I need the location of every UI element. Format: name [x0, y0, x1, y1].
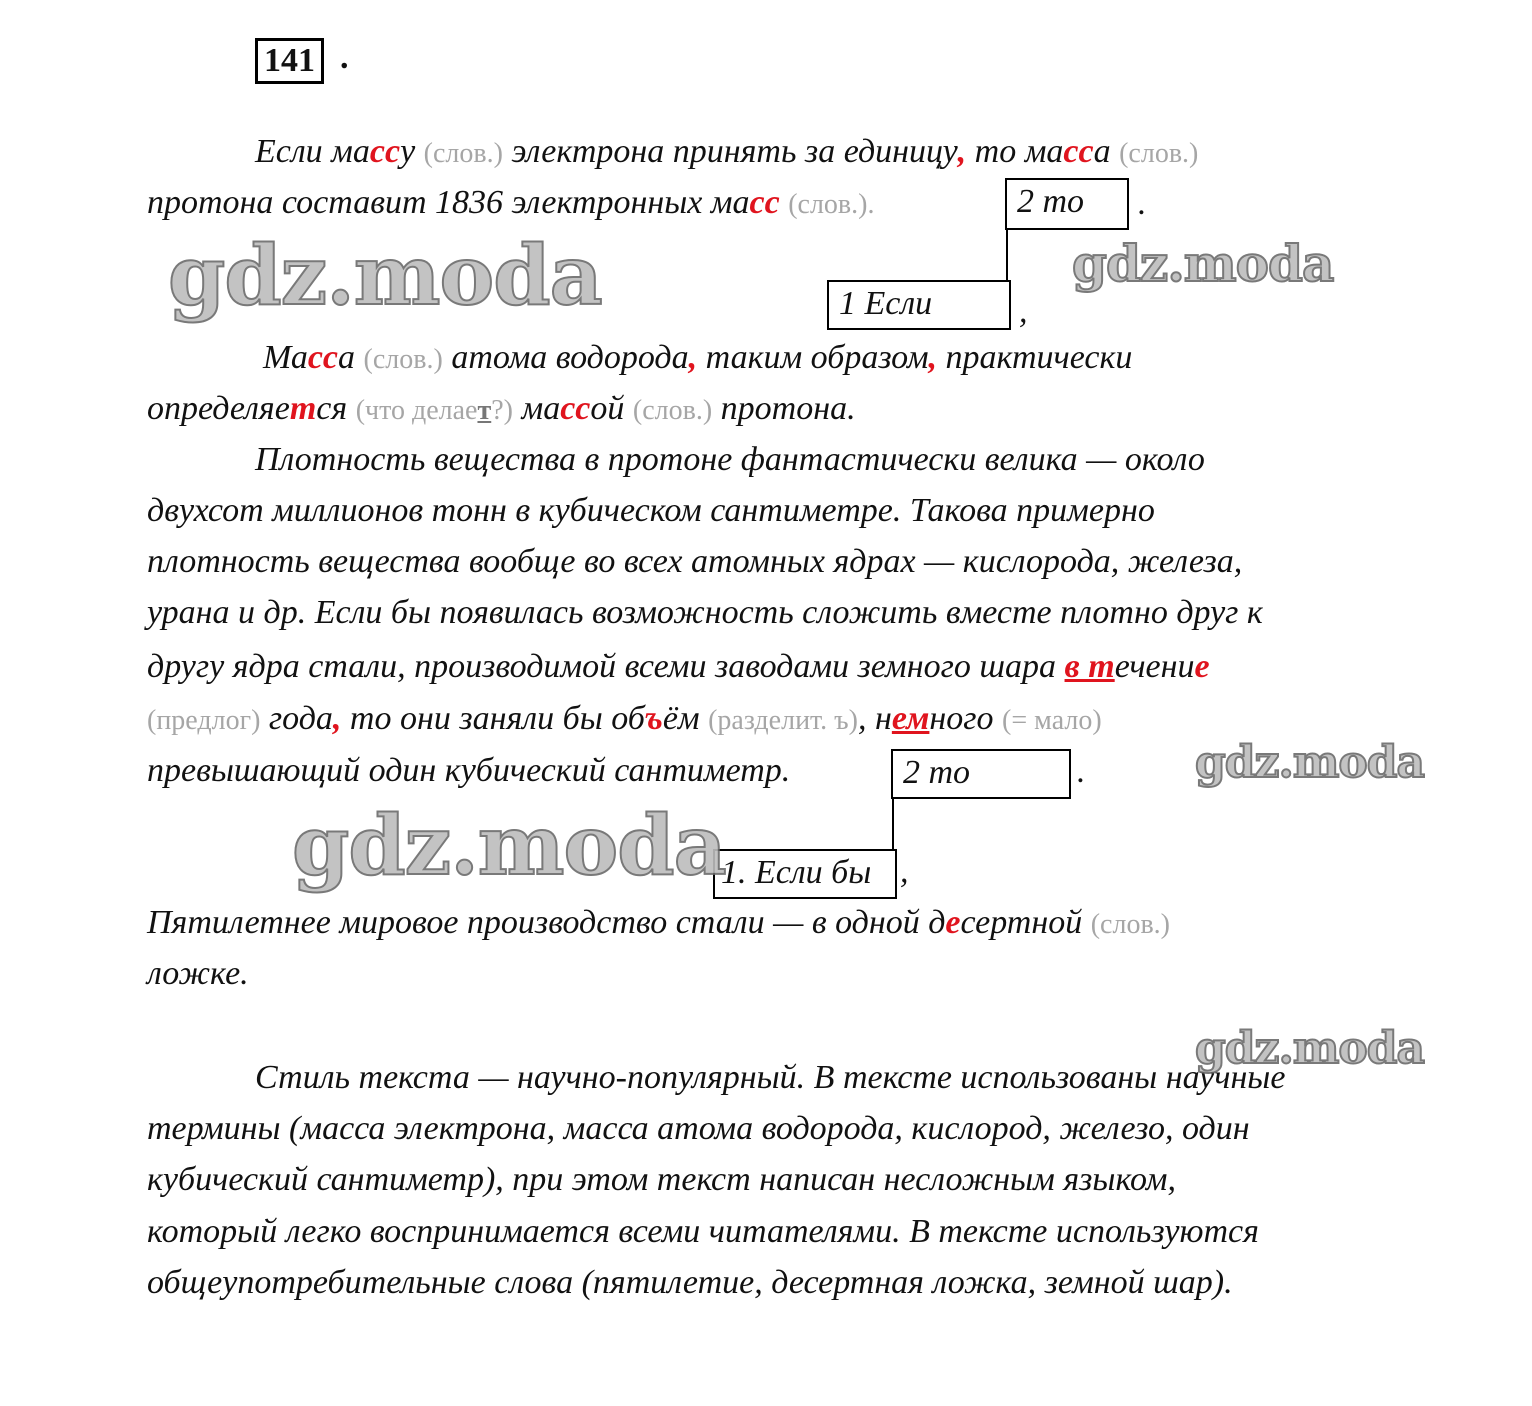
para3-line2: двухсот миллионов тонн в кубическом сантиметре. Такова примерно	[147, 492, 1155, 529]
scheme1-comma: ,	[1019, 293, 1028, 330]
scheme1-dot: .	[1138, 185, 1147, 222]
scheme2-sub-box: 1. Если бы	[713, 849, 897, 899]
para5-line3: кубический сантиметр), при этом текст написан несложным языком,	[147, 1161, 1176, 1198]
watermark-2: gdz.moda	[1072, 234, 1334, 293]
para2-line1: Масса (слов.) атома водорода, таким образом, практически	[263, 339, 1133, 376]
para3-line5: другу ядра стали, производимой всеми заводами земного шара в течение	[147, 648, 1210, 685]
scheme2-dot: .	[1077, 753, 1086, 790]
para4-line1: Пятилетнее мировое производство стали — в одной десертной (слов.)	[147, 904, 1170, 941]
exercise-number-dot: .	[340, 39, 349, 76]
scheme2-main-box: 2 то	[891, 749, 1071, 799]
scheme2-comma: ,	[900, 853, 909, 890]
watermark-5: gdz.moda	[1195, 1023, 1425, 1074]
para3-line4: урана и др. Если бы появилась возможность сложить вместе плотно друг к	[147, 594, 1263, 631]
scheme1-sub-box: 1 Если	[827, 280, 1011, 330]
para1-line1: Если массу (слов.) электрона принять за единицу, то масса (слов.)	[255, 133, 1199, 170]
para5-line2: термины (масса электрона, масса атома водорода, кислород, железо, один	[147, 1110, 1250, 1147]
watermark-4: gdz.moda	[292, 798, 726, 894]
para3-line3: плотность вещества вообще во всех атомных ядрах — кислорода, железа,	[147, 543, 1243, 580]
scheme1-connector	[1006, 228, 1008, 280]
scheme1-main-box: 2 то	[1005, 178, 1129, 230]
watermark-1: gdz.moda	[168, 228, 602, 324]
para2-line2: определяется (что делает?) массой (слов.) протона.	[147, 390, 856, 427]
para5-line4: который легко воспринимается всеми читателями. В тексте используются	[147, 1213, 1259, 1250]
para3-line6: (предлог) года, то они заняли бы объём (разделит. ъ), немного (= мало)	[147, 700, 1102, 737]
exercise-number: 141	[255, 38, 324, 84]
para3-line7: превышающий один кубический сантиметр.	[147, 752, 791, 789]
watermark-3: gdz.moda	[1195, 737, 1425, 788]
para5-line1: Стиль текста — научно-популярный. В тексте использованы научные	[255, 1059, 1286, 1096]
scheme2-connector	[892, 797, 894, 849]
para5-line5: общеупотребительные слова (пятилетие, десертная ложка, земной шар).	[147, 1264, 1233, 1301]
para4-line2: ложке.	[147, 955, 249, 992]
para3-line1: Плотность вещества в протоне фантастически велика — около	[255, 441, 1205, 478]
para1-line2: протона составит 1836 электронных масс (слов.).	[147, 184, 875, 221]
